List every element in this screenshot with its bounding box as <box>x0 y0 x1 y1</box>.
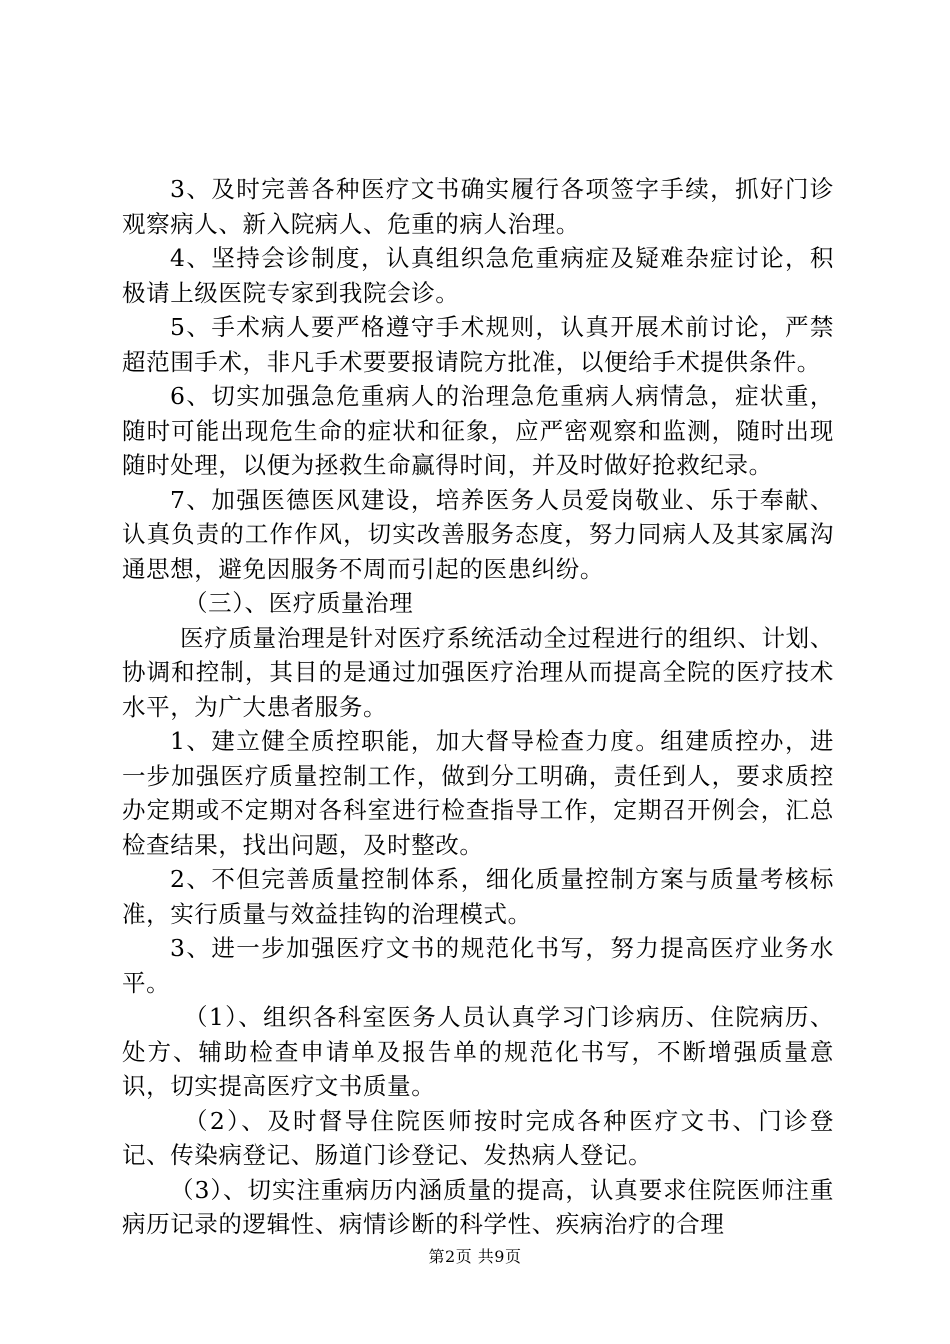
paragraph-6: 医疗质量治理是针对医疗系统活动全过程进行的组织、计划、协调和控制，其目的是通过加强医疗治理从而提高全院的医疗技术水平，为广大患者服务。 <box>122 623 834 721</box>
page-number-footer: 第2页 共9页 <box>428 1247 522 1266</box>
paragraph-8: 2、不但完善质量控制体系，细化质量控制方案与质量考核标准，实行质量与效益挂钩的治理模式。 <box>122 865 834 928</box>
paragraph-7: 1、建立健全质控职能，加大督导检查力度。组建质控办，进一步加强医疗质量控制工作，做到分工明确，责任到人，要求质控办定期或不定期对各科室进行检查指导工作，定期召开例会，汇总检查结果，找出问题，及时整改。 <box>122 727 834 859</box>
paragraph-12: （3）、切实注重病历内涵质量的提高，认真要求住院医师注重病历记录的逻辑性、病情诊断的科学性、疾病治疗的合理 <box>122 1175 834 1238</box>
paragraph-1: 3、及时完善各种医疗文书确实履行各项签字手续，抓好门诊观察病人、新入院病人、危重的病人治理。 <box>122 175 834 238</box>
paragraph-10: （1）、组织各科室医务人员认真学习门诊病历、住院病历、处方、辅助检查申请单及报告单的规范化书写，不断增强质量意识，切实提高医疗文书质量。 <box>122 1003 834 1100</box>
paragraph-2: 4、坚持会诊制度，认真组织急危重病症及疑难杂症讨论，积极请上级医院专家到我院会诊。 <box>122 244 834 307</box>
paragraph-4: 6、切实加强急危重病人的治理急危重病人病情急，症状重，随时可能出现危生命的症状和征象，应严密观察和监测，随时出现随时处理，以便为拯救生命赢得时间，并及时做好抢救纪录。 <box>122 382 834 479</box>
paragraph-3: 5、手术病人要严格遵守手术规则，认真开展术前讨论，严禁超范围手术，非凡手术要要报请院方批准，以便给手术提供条件。 <box>122 313 834 376</box>
document-body <box>122 172 834 1242</box>
paragraph-9: 3、进一步加强医疗文书的规范化书写，努力提高医疗业务水平。 <box>122 934 834 997</box>
paragraph-11: （2）、及时督导住院医师按时完成各种医疗文书、门诊登记、传染病登记、肠道门诊登记、发热病人登记。 <box>122 1106 834 1169</box>
paragraph-5: 7、加强医德医风建设，培养医务人员爱岗敬业、乐于奉献、认真负责的工作作风，切实改善服务态度，努力同病人及其家属沟通思想，避免因服务不周而引起的医患纠纷。 <box>122 485 834 583</box>
section-heading: （三）、医疗质量治理 <box>184 589 414 617</box>
